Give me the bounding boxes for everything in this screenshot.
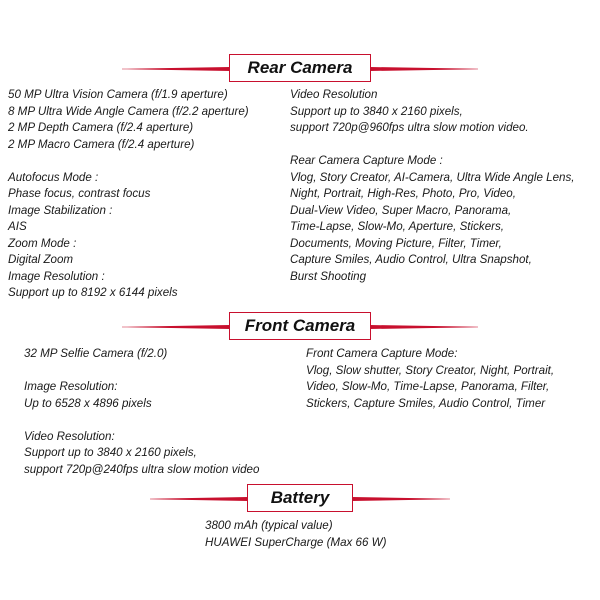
battery-header xyxy=(0,484,600,514)
rear-capture-label: Rear Camera Capture Mode : xyxy=(290,154,443,167)
rear-video-res-line: Support up to 3840 x 2160 pixels, xyxy=(290,104,463,118)
front-image-res-label: Image Resolution: xyxy=(24,380,118,393)
front-capture-line: Vlog, Slow shutter, Story Creator, Night, Portrait, xyxy=(306,363,555,377)
battery-title: Battery xyxy=(247,484,353,512)
stabilization-value: AIS xyxy=(8,220,27,233)
rear-capture-line: Documents, Moving Picture, Filter, Timer, xyxy=(290,236,502,250)
front-capture-line: Stickers, Capture Smiles, Audio Control, Timer xyxy=(306,396,546,410)
front-video-res-line: support 720p@240fps ultra slow motion video xyxy=(24,462,260,476)
battery-charging: HUAWEI SuperCharge (Max 66 W) xyxy=(205,535,387,549)
rear-video-res-line: support 720p@960fps ultra slow motion video. xyxy=(290,121,529,134)
autofocus-value: Phase focus, contrast focus xyxy=(8,187,151,200)
rear-capture-line: Dual-View Video, Super Macro, Panorama, xyxy=(290,203,512,217)
battery-specs xyxy=(205,518,386,551)
rear-camera-item: 8 MP Ultra Wide Angle Camera (f/2.2 aperture) xyxy=(8,104,249,118)
autofocus-label: Autofocus Mode : xyxy=(8,170,99,184)
front-capture-line: Video, Slow-Mo, Time-Lapse, Panorama, Filter, xyxy=(306,380,550,393)
front-image-res-value: Up to 6528 x 4896 pixels xyxy=(24,396,152,410)
front-header-right-ornament xyxy=(370,325,478,329)
battery-header-right-ornament xyxy=(352,497,450,501)
rear-capture-line: Burst Shooting xyxy=(290,269,367,283)
front-capture-label: Front Camera Capture Mode: xyxy=(306,347,458,360)
rear-video-res-label: Video Resolution xyxy=(290,88,378,101)
rear-image-res-label: Image Resolution : xyxy=(8,269,105,283)
rear-image-res-value: Support up to 8192 x 6144 pixels xyxy=(8,286,178,299)
rear-camera-specs xyxy=(8,87,249,302)
rear-camera-item: 2 MP Macro Camera (f/2.4 aperture) xyxy=(8,137,195,151)
rear-capture-line: Capture Smiles, Audio Control, Ultra Snapshot, xyxy=(290,253,532,266)
rear-camera-title: Rear Camera xyxy=(229,54,371,82)
battery-capacity: 3800 mAh (typical value) xyxy=(205,519,333,532)
zoom-label: Zoom Mode : xyxy=(8,236,77,250)
rear-capture-line: Time-Lapse, Slow-Mo, Aperture, Stickers, xyxy=(290,220,505,233)
battery-header-left-ornament xyxy=(150,497,248,501)
front-camera-title: Front Camera xyxy=(229,312,371,340)
front-video-res-line: Support up to 3840 x 2160 pixels, xyxy=(24,446,197,459)
zoom-value: Digital Zoom xyxy=(8,253,74,266)
front-camera-item: 32 MP Selfie Camera (f/2.0) xyxy=(24,347,168,360)
front-video-res-label: Video Resolution: xyxy=(24,429,115,443)
rear-camera-item: 50 MP Ultra Vision Camera (f/1.9 aperture) xyxy=(8,88,228,101)
rear-capture-line: Vlog, Story Creator, AI-Camera, Ultra Wide Angle Lens, xyxy=(290,170,575,184)
front-capture-modes xyxy=(306,346,554,412)
rear-video-and-modes xyxy=(290,87,575,285)
rear-header-left-ornament xyxy=(122,67,230,71)
front-header-left-ornament xyxy=(122,325,230,329)
rear-header-right-ornament xyxy=(370,67,478,71)
rear-camera-header xyxy=(0,54,600,84)
stabilization-label: Image Stabilization : xyxy=(8,203,113,217)
rear-camera-item: 2 MP Depth Camera (f/2.4 aperture) xyxy=(8,121,194,134)
front-camera-header xyxy=(0,312,600,342)
rear-capture-line: Night, Portrait, High-Res, Photo, Pro, Video, xyxy=(290,187,516,200)
front-camera-specs xyxy=(24,346,259,478)
